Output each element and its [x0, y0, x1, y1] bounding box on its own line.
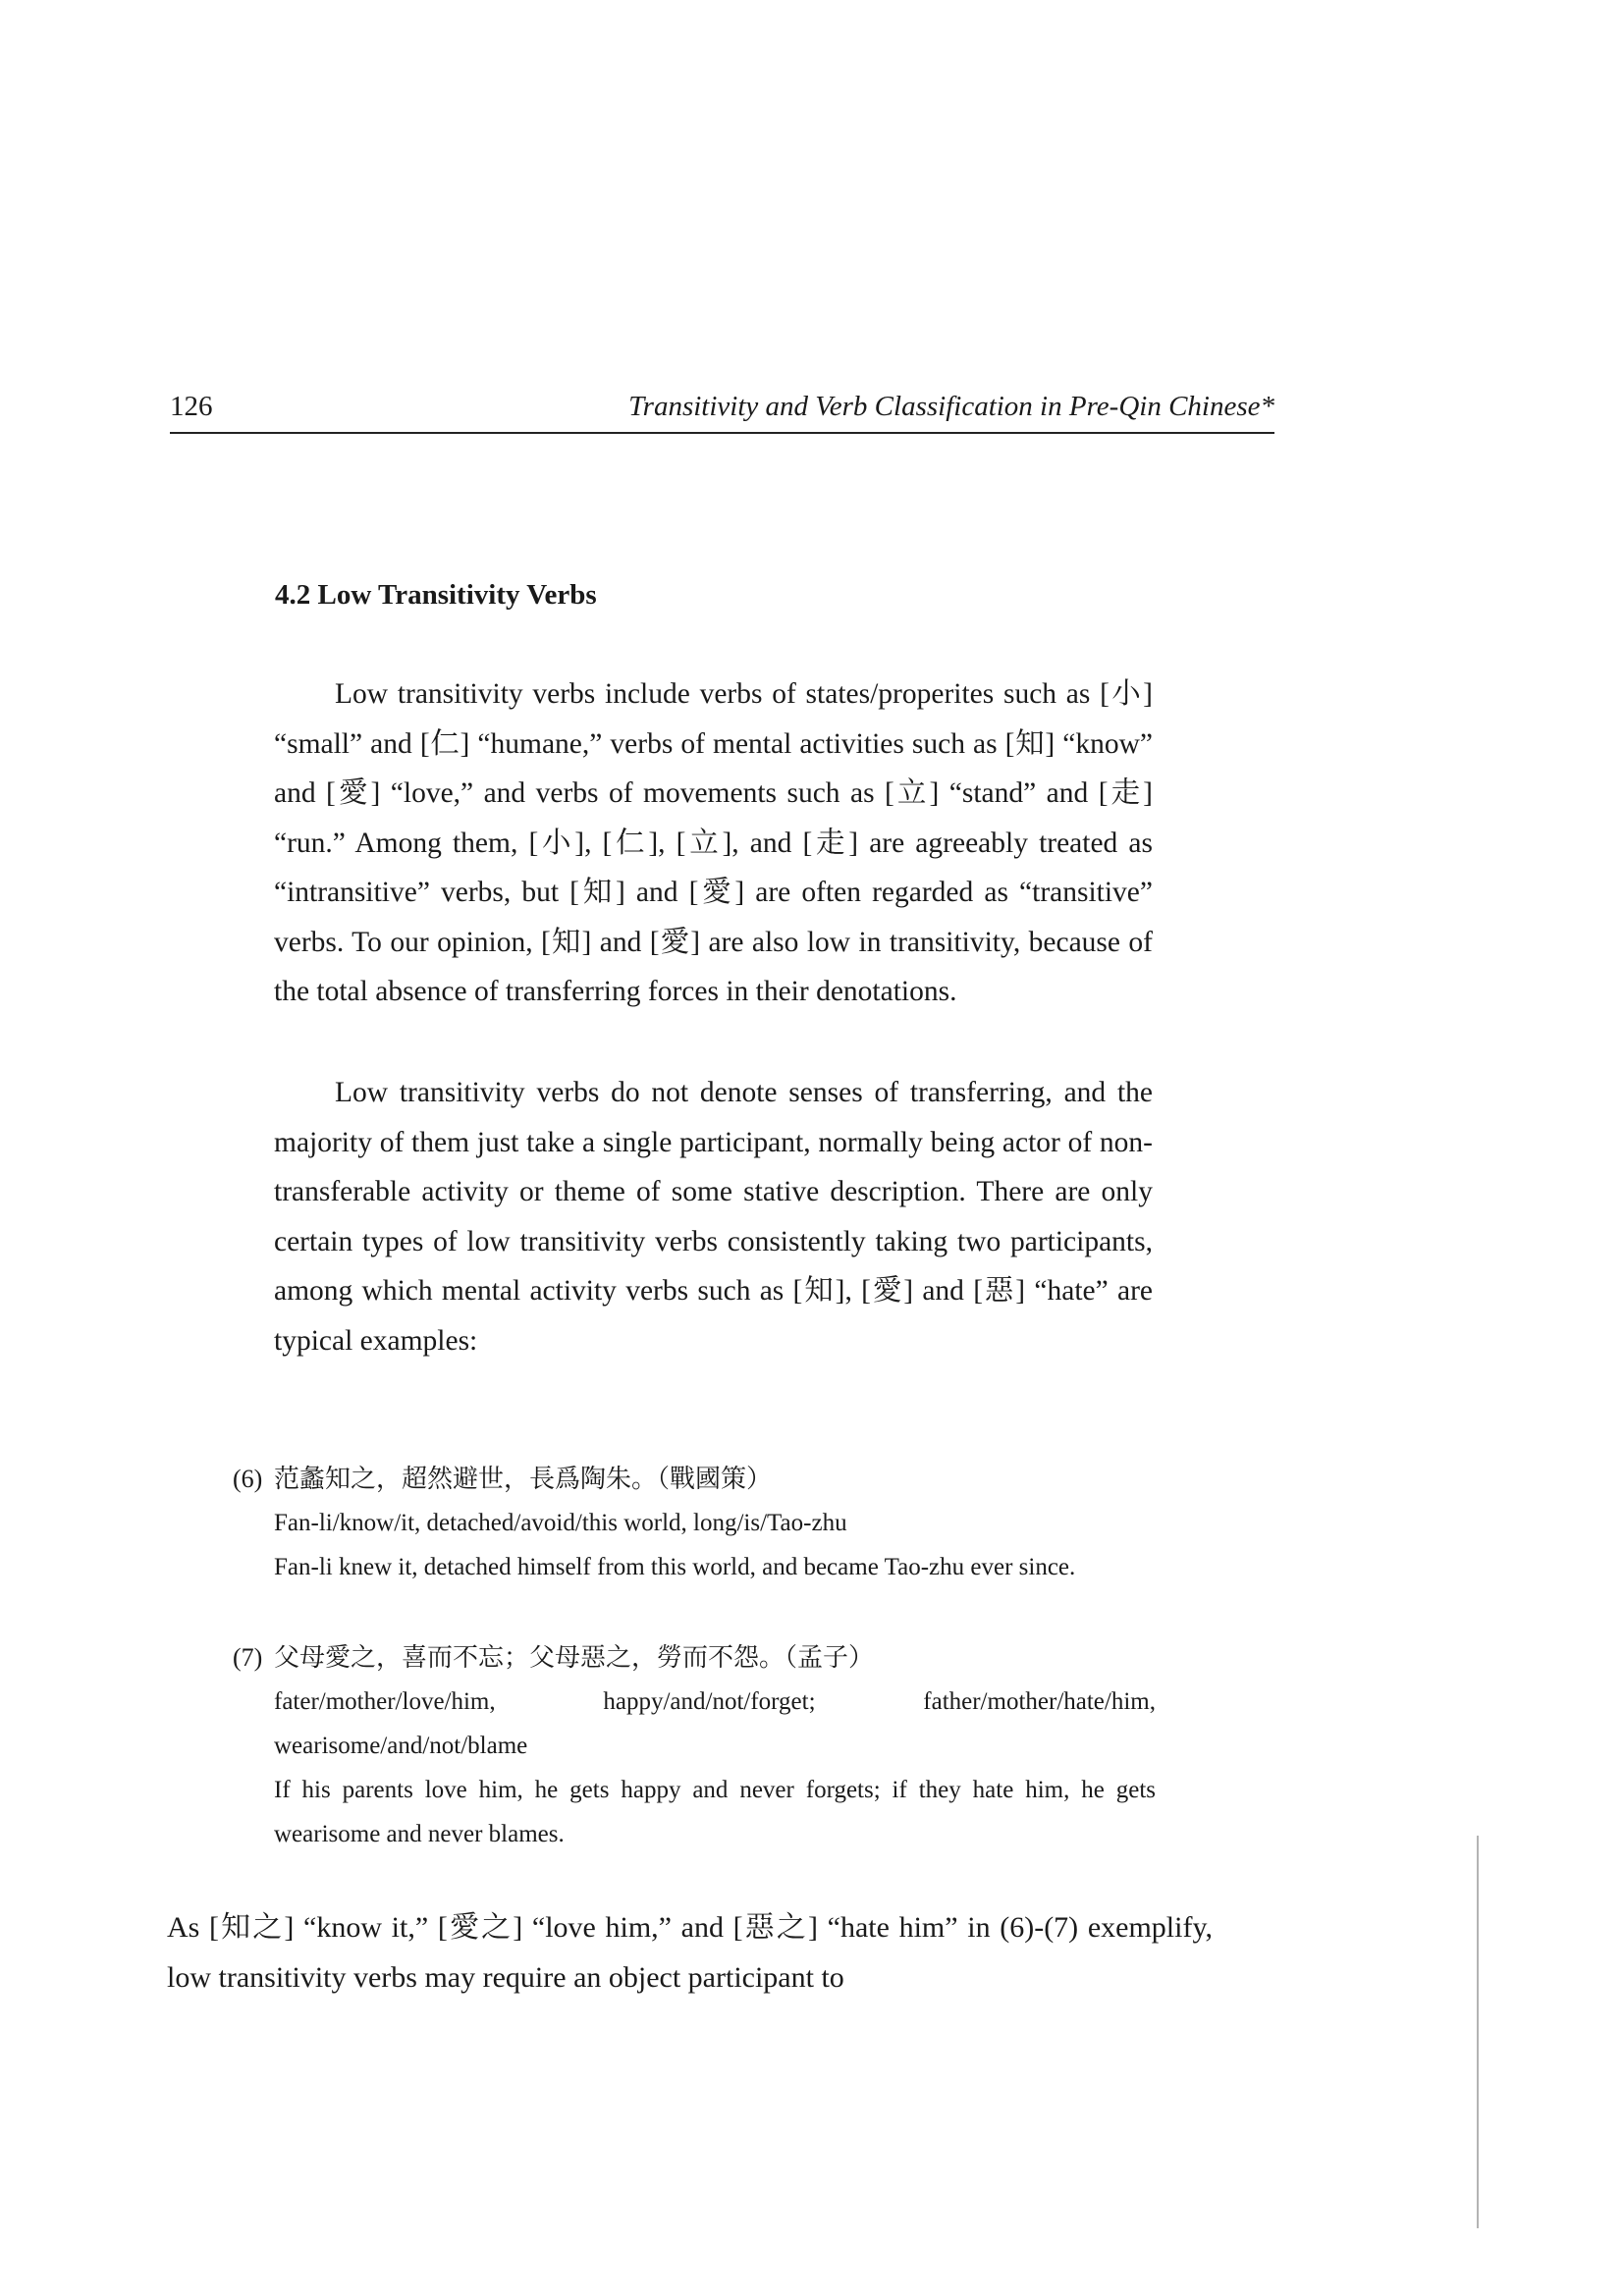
example-translation: If his parents love him, he gets happy and never forgets; if they hate him, he gets wearisome and never blames. — [274, 1777, 1156, 1847]
scan-edge-mark — [1477, 1836, 1479, 2228]
paragraph-text: Low transitivity verbs do not denote senses of transferring, and the majority of them just take a single participant, normally being actor of non-transferable activity or theme of some stative description. There are only certain types of low transitivity verbs consistently taking two participants, among which mental activity verbs such as [知], [愛] and [惡] “hate” are typical examples: — [274, 1077, 1153, 1357]
body-paragraph-1 — [274, 669, 1153, 1017]
example-number: (7) — [233, 1643, 263, 1672]
example-translation: Fan-li knew it, detached himself from this world, and became Tao-zhu ever since. — [274, 1554, 1076, 1580]
body-paragraph-2 — [274, 1068, 1153, 1365]
example-chinese: 父母愛之，喜而不忘；父母惡之，勞而不怨。（孟子） — [274, 1643, 875, 1672]
running-title: Transitivity and Verb Classification in Pre-Qin Chinese* — [628, 391, 1274, 422]
example-gloss: Fan-li/know/it, detached/avoid/this world, long/is/Tao-zhu — [274, 1510, 847, 1536]
final-paragraph — [167, 1902, 1213, 2002]
example-7 — [233, 1636, 1156, 1856]
section-heading: 4.2 Low Transitivity Verbs — [275, 579, 597, 611]
page-header — [170, 387, 1274, 434]
example-number: (6) — [233, 1465, 263, 1493]
paragraph-text: Low transitivity verbs include verbs of states/properites such as [小] “small” and [仁] “humane,” verbs of mental activities such as [知] “know” and [愛] “love,” and verbs of movements such as [立] “stand” and [走] “run.” Among them, [小], [仁], [立], and [走] are agreeably treated as “intransitive” verbs, but [知] and [愛] are often regarded as “transitive” verbs. To our opinion, [知] and [愛] are also low in transitivity, because of the total absence of transferring forces in their denotations. — [274, 678, 1153, 1007]
example-gloss: fater/mother/love/him, happy/and/not/forget; father/mother/hate/him, wearisome/and/not/blame — [274, 1688, 1156, 1759]
example-chinese: 范蠡知之，超然避世，長爲陶朱。（戰國策） — [274, 1465, 773, 1493]
page-number: 126 — [170, 391, 213, 422]
example-source-line — [233, 1458, 1156, 1501]
paragraph-text: As [知之] “know it,” [愛之] “love him,” and [惡之] “hate him” in (6)-(7) exemplify, low transitivity verbs may require an object participant to — [167, 1911, 1213, 1994]
example-6 — [233, 1458, 1156, 1589]
example-source-line — [233, 1636, 1156, 1680]
